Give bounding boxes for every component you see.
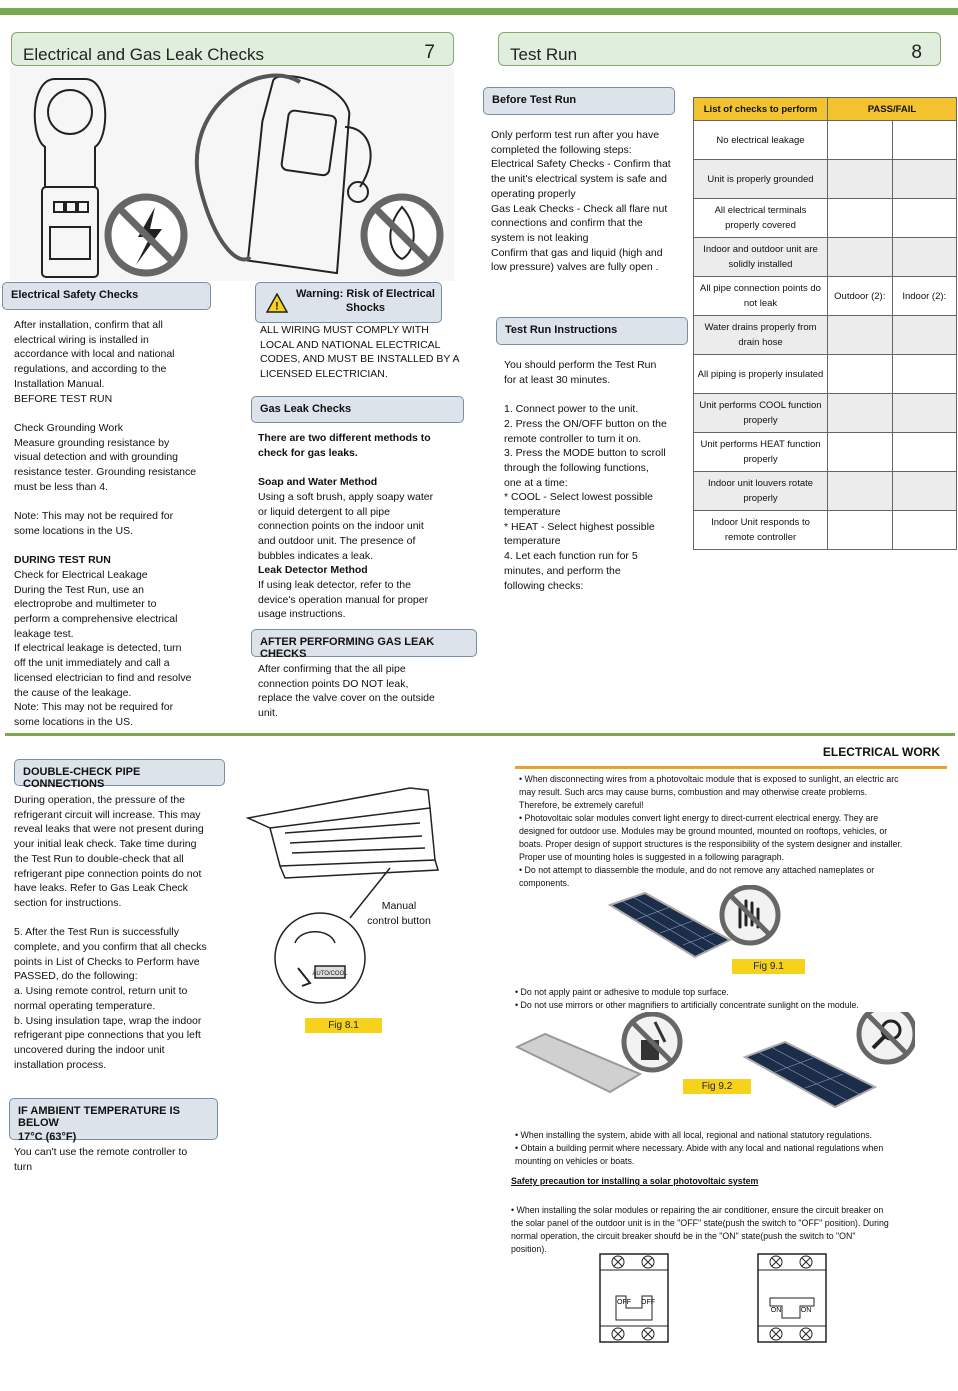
panel-paint-mirror-drawing <box>515 1012 915 1112</box>
leak-check-illustration <box>10 67 454 281</box>
text-line: the solar panel of the outdoor unit is in the "OFF" state(push the switch to "OFF" position). During <box>511 1218 889 1228</box>
checks-table-wrap <box>693 97 957 550</box>
text-line: Using a soft brush, apply soapy water <box>258 490 434 503</box>
text-line: After installation, confirm that all <box>14 319 163 331</box>
text-line: following checks: <box>504 579 584 592</box>
pass-fail-cell[interactable] <box>892 199 957 238</box>
text-line: the unit's electrical system is safe and <box>491 173 667 186</box>
electrical-work-block-1 <box>519 773 951 890</box>
text-line: You can't use the remote controller to <box>14 1146 188 1158</box>
text-line: check for gas leaks. <box>258 446 358 459</box>
no-fire-icon <box>364 197 440 273</box>
pass-fail-cell[interactable] <box>892 433 957 472</box>
pass-fail-cell[interactable] <box>828 433 893 472</box>
text-line: low pressure) valves are fully open . <box>491 261 659 274</box>
page-8-title: Test Run <box>510 45 578 64</box>
text-line: CODES, AND MUST BE INSTALLED BY A <box>260 353 460 366</box>
off-label: OFF <box>641 1299 655 1306</box>
table-row <box>694 355 957 394</box>
text-line: regulations, and according to the <box>14 363 167 376</box>
test-run-instructions-text <box>504 358 689 593</box>
table-row <box>694 277 957 316</box>
text-line: your initial leak check. Take time during <box>14 838 197 851</box>
text-line: for at least 30 minutes. <box>504 373 611 386</box>
pass-fail-cell[interactable] <box>828 511 893 550</box>
text-line: position). <box>511 1244 547 1254</box>
pass-fail-cell[interactable] <box>828 160 893 199</box>
page-7-number: 7 <box>424 42 435 63</box>
pass-fail-cell[interactable] <box>828 238 893 277</box>
table-row <box>694 316 957 355</box>
note-line: Note: This may not be required for <box>14 510 174 523</box>
text-line: resistance tester. Grounding resistance <box>14 466 197 479</box>
text-line: leakage test. <box>14 627 74 640</box>
label-line: Manual <box>381 900 417 912</box>
clamp-meter-and-detector-drawing <box>10 67 454 281</box>
table-row <box>694 238 957 277</box>
text-line: After confirming that the all pipe <box>258 663 406 675</box>
text-line: designed for outdoor use. Modules may be ground mounted, mounted on rooftops, vehicles, or <box>519 826 888 836</box>
text-line: Check for Electrical Leakage <box>14 568 148 581</box>
text-line: You should perform the Test Run <box>504 359 657 371</box>
text-line: LICENSED ELECTRICIAN. <box>260 368 388 381</box>
on-label: ON <box>770 1307 782 1314</box>
text-line: • When installing the system, abide with all local, regional and national statutory regulations. <box>515 1130 873 1140</box>
text-line: • When disconnecting wires from a photovoltaic module that is exposed to sunlight, an electric arc <box>519 774 899 784</box>
text-line: reveal leaks that were not present during <box>14 823 204 836</box>
pass-fail-cell[interactable] <box>892 121 957 160</box>
text-line: normal operating temperature. <box>14 999 156 1012</box>
text-line: points in List of Checks to Perform have <box>14 955 200 968</box>
no-electric-icon <box>108 197 184 273</box>
text-line: or liquid detergent to all pipe <box>258 505 390 518</box>
text-line: Soap and Water Method <box>258 476 378 489</box>
heading-line: IF AMBIENT TEMPERATURE IS BELOW <box>18 1105 180 1129</box>
text-line: • When installing the solar modules or repairing the air conditioner, ensure the circuit breaker on <box>511 1205 884 1215</box>
before-test-run-heading: Before Test Run <box>483 87 675 115</box>
text-line: • Photovoltaic solar modules convert light energy to direct-current electrical energy. They are <box>519 813 879 823</box>
fig-9-2-label: Fig 9.2 <box>683 1079 751 1094</box>
text-line: completed the following steps: <box>491 143 632 156</box>
check-label: Water drains properly from drain hose <box>694 316 828 355</box>
text-line: Installation Manual. <box>14 377 105 390</box>
text-line: Measure grounding resistance by <box>14 436 170 449</box>
text-line: accordance with local and national <box>14 348 175 361</box>
auto-cool-button-label: AUTO/COOL <box>312 971 348 977</box>
electrical-work-block-4 <box>511 1204 951 1256</box>
text-line: Proper use of mounting holes is suggested in a following paragraph. <box>519 852 785 862</box>
solar-panel-drawing <box>605 885 785 965</box>
text-line: If electrical leakage is detected, turn <box>14 642 182 655</box>
section-divider <box>5 733 955 736</box>
text-line: BEFORE TEST RUN <box>14 392 113 405</box>
text-line: operating properly <box>491 187 576 200</box>
electrical-safety-text <box>14 318 244 730</box>
fig-9-1-label: Fig 9.1 <box>732 959 805 974</box>
check-label: All pipe connection points do not leak <box>694 277 828 316</box>
text-line: b. Using insulation tape, wrap the indoor <box>14 1014 202 1027</box>
breaker-off-drawing <box>598 1252 670 1344</box>
pass-fail-cell[interactable] <box>892 355 957 394</box>
text-line: temperature <box>504 506 561 519</box>
text-line: • Do not apply paint or adhesive to module top surface. <box>515 987 729 997</box>
text-line: Electrical Safety Checks - Confirm that <box>491 158 671 171</box>
pass-fail-cell[interactable] <box>828 316 893 355</box>
text-line: uncovered during the indoor unit <box>14 1043 165 1056</box>
check-label: Indoor and outdoor unit are solidly installed <box>694 238 828 277</box>
electrical-safety-heading: Electrical Safety Checks <box>2 282 211 310</box>
solar-panel-illustration-2 <box>515 1012 915 1112</box>
text-line: Check Grounding Work <box>14 421 123 434</box>
text-line: usage instructions. <box>258 608 346 621</box>
fig-8-1-label: Fig 8.1 <box>305 1018 382 1033</box>
manual-control-label <box>359 899 439 928</box>
after-gas-text <box>258 662 468 721</box>
no-paint-icon <box>624 1014 680 1070</box>
text-line: replace the valve cover on the outside <box>258 692 435 705</box>
safety-precaution-heading: Safety precaution tor installing a solar photovoltaic system <box>511 1176 759 1186</box>
text-line: ALL WIRING MUST COMPLY WITH <box>260 324 429 336</box>
table-header-row <box>694 98 957 121</box>
table-row <box>694 472 957 511</box>
double-check-text <box>14 793 239 1072</box>
text-line: • Do not use mirrors or other magnifiers to artificially concentrate sunlight on the module. <box>515 1000 859 1010</box>
text-line: one at a time: <box>504 476 568 489</box>
text-line: 3. Press the MODE button to scroll <box>504 447 666 460</box>
text-line: * COOL - Select lowest possible <box>504 491 654 504</box>
test-run-instructions-heading: Test Run Instructions <box>496 317 688 345</box>
text-line: Therefore, be extremely careful! <box>519 800 644 810</box>
electrical-work-block-3 <box>515 1129 947 1168</box>
pass-fail-cell[interactable] <box>828 121 893 160</box>
text-line: 1. Connect power to the unit. <box>504 403 639 416</box>
warning-heading <box>255 282 442 323</box>
text-line: * HEAT - Select highest possible <box>504 520 655 533</box>
text-line: licensed electrician to find and resolve <box>14 671 192 684</box>
text-line: temperature <box>504 535 561 548</box>
table-row <box>694 199 957 238</box>
table-header-passfail: PASS/FAIL <box>828 98 957 121</box>
text-line: bubbles indicates a leak. <box>258 549 373 562</box>
text-line: components. <box>519 878 570 888</box>
text-line: 4. Let each function run for 5 <box>504 550 638 563</box>
text-line: unit. <box>258 707 278 720</box>
text-line: some locations in the US. <box>14 715 134 728</box>
electrical-work-title: ELECTRICAL WORK <box>822 745 940 759</box>
warning-text <box>260 323 460 382</box>
text-line: Leak Detector Method <box>258 564 368 577</box>
text-line: installation process. <box>14 1058 107 1071</box>
text-line: electrical wiring is installed in <box>14 333 149 346</box>
svg-text:!: ! <box>275 300 279 313</box>
pass-fail-cell[interactable] <box>828 199 893 238</box>
text-line: and outdoor unit. The presence of <box>258 534 416 547</box>
text-line: If using leak detector, refer to the <box>258 579 411 592</box>
text-line: normal operation, the circuit breaker shoufd be in the "ON" state(push the switch to "ON" <box>511 1231 856 1241</box>
off-label: OFF <box>617 1299 631 1306</box>
check-label: No electrical leakage <box>694 121 828 160</box>
check-label: Unit performs COOL function properly <box>694 394 828 433</box>
text-line: may result. Such arcs may cause burns, combustion and may otherwise create problems. <box>519 787 868 797</box>
before-test-run-text <box>491 128 686 275</box>
gas-leak-text <box>258 431 468 622</box>
text-line: turn <box>14 1160 33 1173</box>
check-label: All electrical terminals properly covered <box>694 199 828 238</box>
text-line: electroprobe and multimeter to <box>14 598 157 611</box>
page-8-header <box>498 32 941 66</box>
text-line: Note: This may not be required for <box>14 701 174 714</box>
pass-fail-cell[interactable] <box>892 472 957 511</box>
warning-icon <box>266 293 288 316</box>
breaker-on-drawing <box>756 1252 828 1344</box>
page-8-number: 8 <box>911 42 922 63</box>
page-7-title: Electrical and Gas Leak Checks <box>23 45 264 64</box>
text-line: device's operation manual for proper <box>258 593 429 606</box>
ambient-temp-text <box>14 1145 224 1174</box>
check-label: Indoor Unit responds to remote controller <box>694 511 828 550</box>
text-line: the cause of the leakage. <box>14 686 132 699</box>
warning-title-line: Shocks <box>345 302 386 314</box>
text-line: • Do not attempt to diassemble the module, and do not remove any attached nameplates or <box>519 865 875 875</box>
table-header-checks: List of checks to perform <box>694 98 828 121</box>
table-row <box>694 433 957 472</box>
outdoor-cell[interactable]: Outdoor (2): <box>828 277 893 316</box>
text-line: visual detection and with grounding <box>14 451 179 464</box>
gas-leak-heading: Gas Leak Checks <box>251 396 464 423</box>
indoor-unit-drawing <box>240 778 465 1008</box>
solar-panel-illustration-1 <box>605 885 785 965</box>
indoor-unit-illustration <box>240 778 465 1008</box>
text-line: minutes, and perform the <box>504 564 621 577</box>
check-label: Unit is properly grounded <box>694 160 828 199</box>
label-line: control button <box>367 914 431 927</box>
text-line: connection points DO NOT leak, <box>258 677 409 690</box>
pass-fail-cell[interactable] <box>892 316 957 355</box>
check-label: Unit performs HEAT function properly <box>694 433 828 472</box>
pass-fail-cell[interactable] <box>892 238 957 277</box>
text-line: perform a comprehensive electrical <box>14 613 178 626</box>
text-line: connection points on the indoor unit <box>258 520 424 533</box>
pass-fail-cell[interactable] <box>828 472 893 511</box>
text-line: some locations in the US. <box>14 524 134 537</box>
orange-rule <box>515 766 947 769</box>
text-line: During the Test Run, use an <box>14 583 144 596</box>
table-row <box>694 394 957 433</box>
text-line: 2. Press the ON/OFF button on the <box>504 417 667 430</box>
text-line: the Test Run to double-check that all <box>14 852 184 865</box>
check-label: All piping is properly insulated <box>694 355 828 394</box>
text-line: During operation, the pressure of the <box>14 794 186 806</box>
text-line: refrigerant circuit will increase. This may <box>14 808 201 821</box>
no-touch-icon <box>722 887 778 943</box>
warning-title-line: Warning: Risk of Electrical <box>296 288 435 300</box>
pass-fail-cell[interactable] <box>828 394 893 433</box>
text-line: a. Using remote control, return unit to <box>14 985 188 998</box>
text-line: system is not leaking <box>491 231 589 244</box>
text-line: LOCAL AND NATIONAL ELECTRICAL <box>260 338 441 351</box>
text-line: refrigerant pipe connection points do not <box>14 867 202 880</box>
text-line: mounting on vehicles or boats. <box>515 1156 635 1166</box>
text-line: PASSED, do the following: <box>14 970 138 983</box>
text-line: have leaks. Refer to Gas Leak Check <box>14 882 188 895</box>
text-line: connections and confirm that the <box>491 217 643 230</box>
text-line: section for instructions. <box>14 896 122 909</box>
text-line: boats. Proper design of support structures is the responsibility of the system designer and installer. <box>519 839 903 849</box>
after-gas-heading: AFTER PERFORMING GAS LEAK CHECKS <box>251 629 477 657</box>
pass-fail-cell[interactable] <box>892 511 957 550</box>
check-label: Indoor unit louvers rotate properly <box>694 472 828 511</box>
text-line: through the following functions, <box>504 461 649 474</box>
checks-table <box>693 97 957 550</box>
breaker-on <box>756 1252 828 1344</box>
text-line: complete, and you confirm that all checks <box>14 941 207 954</box>
table-row <box>694 160 957 199</box>
electrical-work-block-2 <box>515 986 947 1012</box>
no-magnifier-icon <box>859 1012 915 1062</box>
top-green-bar <box>0 8 958 15</box>
double-check-heading: DOUBLE-CHECK PIPE CONNECTIONS <box>14 759 225 786</box>
heading-line: 17°C (63°F) <box>18 1131 77 1143</box>
text-line: must be less than 4. <box>14 480 108 493</box>
ambient-temp-heading <box>9 1098 218 1143</box>
page-7-header <box>11 32 454 66</box>
text-line: off the unit immediately and call a <box>14 657 170 670</box>
text-line: • Obtain a building permit where necessary. Abide with any local and national regulations when <box>515 1143 884 1153</box>
text-line: Confirm that gas and liquid (high and <box>491 246 663 259</box>
text-line: Gas Leak Checks - Check all flare nut <box>491 202 668 215</box>
text-line: There are two different methods to <box>258 432 431 444</box>
indoor-cell[interactable]: Indoor (2): <box>892 277 957 316</box>
pass-fail-cell[interactable] <box>828 355 893 394</box>
text-line: remote controller to turn it on. <box>504 432 642 445</box>
text-line: DURING TEST RUN <box>14 554 111 567</box>
text-line: 5. After the Test Run is successfully <box>14 926 179 939</box>
table-row <box>694 121 957 160</box>
on-label: ON <box>800 1307 812 1314</box>
breaker-off <box>598 1252 670 1344</box>
pass-fail-cell[interactable] <box>892 394 957 433</box>
table-row <box>694 511 957 550</box>
text-line: refrigerant pipe connections that you left <box>14 1029 201 1042</box>
text-line: Only perform test run after you have <box>491 129 660 141</box>
pass-fail-cell[interactable] <box>892 160 957 199</box>
